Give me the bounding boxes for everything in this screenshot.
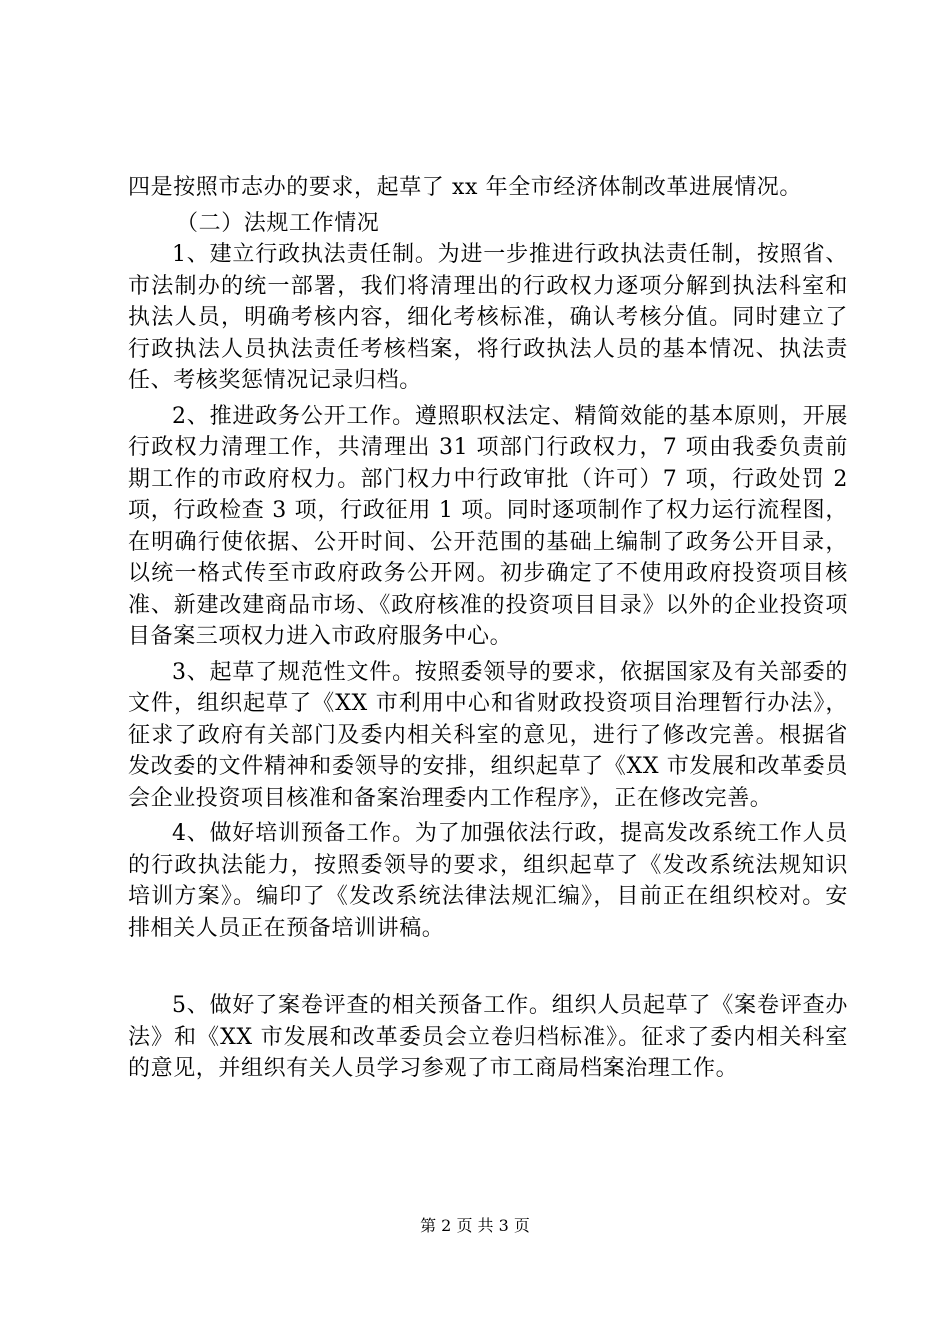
paragraph-intro: 四是按照市志办的要求，起草了 xx 年全市经济体制改革进展情况。 (128, 175, 803, 200)
paragraph-item-2: 2、推进政务公开工作。遵照职权法定、精简效能的基本原则，开展行政权力清理工作，共清理出 31 项部门行政权力，7 项由我委负责前期工作的市政府权力。部门权力中行政审批（许可）7 项，行政处罚 2 项，行政检查 3 项，行政征用 1 项。同时逐项制作了权力运行流程图，在明确行使依据、公开时间、公开范围的基础上编制了政务公开目录，以统一格式传至市政府政务公开网。初步确定了不使用政府投资项目核准、新建改建商品市场、《政府核准的投资项目目录》以外的企业投资项目备案三项权力进入市政府服务中心。 (128, 403, 848, 649)
paragraph-item-3: 3、起草了规范性文件。按照委领导的要求，依据国家及有关部委的文件，组织起草了《XX 市利用中心和省财政投资项目治理暂行办法》，征求了政府有关部门及委内相关科室的意见，进行了修改完善。根据省发改委的文件精神和委领导的安排，组织起草了《XX 市发展和改革委员会企业投资项目核准和备案治理委内工作程序》，正在修改完善。 (128, 659, 848, 811)
paragraph-item-4: 4、做好培训预备工作。为了加强依法行政，提高发改系统工作人员的行政执法能力，按照委领导的要求，组织起草了《发改系统法规知识培训方案》。编印了《发改系统法律法规汇编》，目前正在组织校对。安排相关人员正在预备培训讲稿。 (128, 821, 848, 941)
paragraph-item-5: 5、做好了案卷评查的相关预备工作。组织人员起草了《案卷评查办法》和《XX 市发展和改革委员会立卷归档标准》。征求了委内相关科室的意见，并组织有关人员学习参观了市工商局档案治理工作。 (128, 993, 848, 1081)
page-footer: 第 2 页 共 3 页 (420, 1216, 530, 1235)
document-body (128, 172, 848, 1085)
section-heading: （二）法规工作情况 (176, 210, 380, 236)
paragraph-item-1: 1、建立行政执法责任制。为进一步推进行政执法责任制，按照省、市法制办的统一部署，我们将清理出的行政权力逐项分解到执法科室和执法人员，明确考核内容，细化考核标准，确认考核分值。同时建立了行政执法人员执法责任考核档案，将行政执法人员的基本情况、执法责任、考核奖惩情况记录归档。 (128, 242, 848, 393)
